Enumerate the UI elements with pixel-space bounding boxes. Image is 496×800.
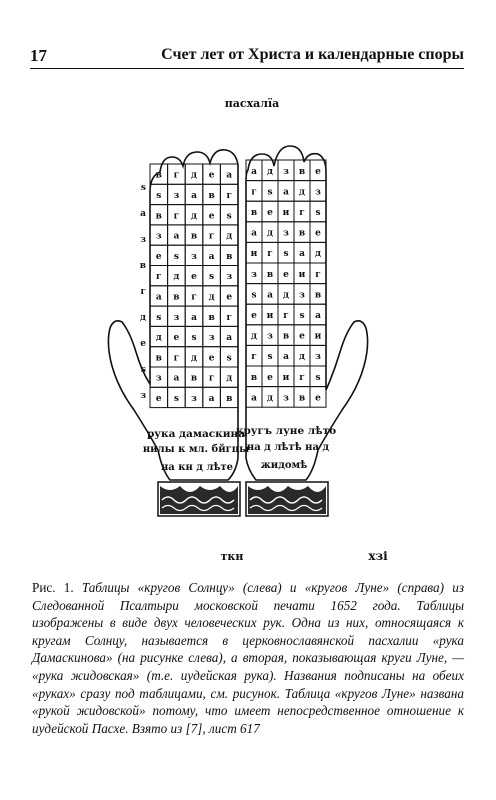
left-grid-cell-letter: з bbox=[155, 231, 162, 242]
right-grid-cell-letter: а bbox=[267, 290, 273, 301]
left-side-letter: д bbox=[140, 313, 146, 323]
left-hand-label-1: рука дамаскина bbox=[146, 428, 246, 440]
running-title: Счет лет от Христа и календарные споры bbox=[161, 46, 464, 63]
figure-top-label: пасхалїа bbox=[224, 97, 280, 110]
right-grid-cell-letter: д bbox=[251, 331, 257, 342]
left-hand-label-2: нилы к мл. бйгцы bbox=[142, 444, 250, 455]
left-grid-cell-letter: а bbox=[191, 190, 197, 201]
left-grid-cell-letter: в bbox=[190, 231, 198, 242]
left-grid-cell-letter: в bbox=[208, 190, 215, 201]
left-grid-cell-letter: а bbox=[208, 251, 215, 262]
right-grid-cell-letter: а bbox=[251, 393, 257, 404]
right-grid-cell-letter: в bbox=[250, 372, 258, 383]
right-grid-cell-letter: г bbox=[315, 269, 321, 280]
right-grid bbox=[246, 160, 326, 407]
left-grid-cell-letter: ѕ bbox=[226, 211, 232, 222]
right-grid-cell-letter: в bbox=[298, 393, 306, 404]
right-grid-cell-letter: а bbox=[315, 311, 321, 321]
right-grid-cell-letter: а bbox=[299, 249, 305, 260]
left-grid bbox=[150, 164, 238, 408]
right-grid-cell-letter: з bbox=[251, 269, 257, 280]
right-grid-cell-letter: в bbox=[282, 331, 290, 342]
right-grid-cell-letter: а bbox=[283, 352, 289, 363]
right-hand-label-2: на д лѣтѣ на д bbox=[246, 442, 330, 453]
right-grid-cell-letter: д bbox=[283, 290, 289, 301]
left-grid-cell-letter: а bbox=[208, 393, 215, 404]
left-grid-cell-letter: г bbox=[226, 312, 232, 323]
left-grid-cell-letter: е bbox=[155, 251, 162, 262]
left-side-letter: е bbox=[140, 339, 146, 349]
left-grid-cell-letter: а bbox=[226, 333, 233, 344]
right-grid-cell-letter: з bbox=[283, 228, 289, 239]
right-grid-cell-letter: е bbox=[315, 228, 321, 239]
left-grid-cell-letter: з bbox=[191, 393, 197, 404]
left-grid-cell-letter: з bbox=[226, 272, 233, 283]
left-grid-cell-letter: е bbox=[208, 353, 215, 364]
right-grid-cell-letter: и bbox=[314, 331, 322, 342]
left-grid-cell-letter: ѕ bbox=[156, 190, 162, 201]
left-grid-cell-letter: ѕ bbox=[173, 251, 179, 262]
left-grid-cell-letter: в bbox=[155, 170, 162, 181]
right-grid-cell-letter: ѕ bbox=[315, 208, 321, 218]
left-grid-cell-letter: д bbox=[173, 272, 180, 283]
right-grid-cell-letter: а bbox=[251, 166, 257, 177]
right-grid-cell-letter: е bbox=[299, 331, 305, 342]
right-grid-cell-letter: е bbox=[315, 393, 321, 404]
right-grid-cell-letter: и bbox=[298, 269, 306, 280]
left-grid-cell-letter: а bbox=[191, 312, 197, 323]
left-grid-cell-letter: в bbox=[155, 353, 162, 364]
left-grid-cell-letter: з bbox=[155, 373, 162, 384]
left-grid-cell-letter: ѕ bbox=[173, 393, 179, 404]
left-side-letter: з bbox=[140, 391, 146, 401]
left-side-letter: г bbox=[140, 287, 146, 297]
left-side-letter: ѕ bbox=[140, 365, 146, 375]
right-hand-label-3: жидомѣ bbox=[260, 460, 308, 471]
left-grid-cell-letter: з bbox=[191, 251, 197, 262]
right-grid-cell-letter: ѕ bbox=[251, 290, 257, 301]
right-grid-cell-letter: и bbox=[250, 249, 258, 260]
right-grid-cell-letter: ѕ bbox=[267, 352, 273, 363]
left-grid-cell-letter: а bbox=[226, 170, 233, 181]
left-grid-cell-letter: е bbox=[208, 170, 215, 181]
left-grid-cell-letter: в bbox=[226, 251, 233, 262]
left-grid-cell-letter: е bbox=[155, 393, 162, 404]
left-grid-cell-letter: в bbox=[173, 292, 180, 303]
right-grid-cell-letter: в bbox=[266, 269, 274, 280]
left-grid-cell-letter: г bbox=[173, 353, 180, 364]
right-grid-cell-letter: в bbox=[314, 290, 322, 301]
right-grid-cell-letter: г bbox=[251, 352, 257, 363]
left-grid-cell-letter: в bbox=[190, 373, 198, 384]
right-grid-cell-letter: ѕ bbox=[315, 372, 321, 383]
left-grid-cell-letter: е bbox=[191, 272, 197, 283]
left-grid-cell-letter: г bbox=[208, 231, 215, 242]
left-side-letter: а bbox=[140, 209, 146, 219]
right-grid-cell-letter: е bbox=[267, 208, 273, 218]
left-grid-cell-letter: д bbox=[191, 353, 197, 364]
right-grid-cell-letter: д bbox=[267, 166, 273, 177]
right-grid-cell-letter: д bbox=[315, 249, 321, 260]
right-grid-cell-letter: е bbox=[267, 372, 273, 383]
right-grid-cell-letter: а bbox=[251, 228, 257, 239]
left-grid-cell-letter: г bbox=[226, 190, 232, 201]
right-grid-cell-letter: ѕ bbox=[299, 311, 305, 321]
right-grid-cell-letter: з bbox=[315, 352, 321, 363]
right-grid-cell-letter: и bbox=[266, 311, 274, 321]
left-grid-cell-letter: д bbox=[191, 170, 197, 181]
left-grid-cell-letter: д bbox=[155, 333, 162, 344]
bottom-left-label: ткн bbox=[220, 550, 244, 563]
left-side-letter: в bbox=[139, 261, 146, 271]
left-side-letter: з bbox=[140, 235, 146, 245]
left-grid-cell-letter: ѕ bbox=[191, 333, 197, 344]
left-grid-cell-letter: з bbox=[208, 333, 215, 344]
right-grid-cell-letter: г bbox=[299, 208, 305, 218]
left-grid-cell-letter: г bbox=[191, 292, 197, 303]
right-grid-cell-letter: е bbox=[251, 311, 257, 321]
left-hand-label-3: на кн д лѣте bbox=[160, 462, 234, 473]
right-grid-cell-letter: г bbox=[283, 311, 289, 321]
left-grid-cell-letter: в bbox=[208, 312, 215, 323]
left-grid-cell-letter: д bbox=[191, 211, 197, 222]
left-side-letters bbox=[140, 183, 147, 401]
right-grid-cell-letter: д bbox=[267, 228, 273, 239]
right-grid-cell-letter: ѕ bbox=[283, 249, 289, 260]
right-grid-cell-letter: з bbox=[267, 331, 273, 342]
left-grid-cell-letter: ѕ bbox=[226, 353, 232, 364]
right-grid-cell-letter: г bbox=[251, 187, 257, 198]
left-grid-cell-letter: д bbox=[208, 292, 215, 303]
left-grid-cell-letter: д bbox=[226, 231, 233, 242]
right-grid-cell-letter: е bbox=[283, 269, 289, 280]
right-grid-cell-letter: з bbox=[283, 166, 289, 177]
right-grid-cell-letter: г bbox=[299, 372, 305, 383]
right-hand-label-1: кругъ луне лѣто bbox=[235, 425, 337, 437]
figure-caption bbox=[32, 579, 464, 737]
left-grid-cell-letter: ѕ bbox=[209, 272, 215, 283]
right-grid-cell-letter: и bbox=[282, 208, 290, 218]
page-number: 17 bbox=[30, 46, 47, 65]
right-grid-cell-letter: в bbox=[298, 166, 306, 177]
left-grid-cell-letter: г bbox=[208, 373, 215, 384]
right-grid-cell-letter: д bbox=[299, 187, 305, 198]
right-cuff-ornament bbox=[246, 482, 328, 516]
left-hand bbox=[108, 150, 249, 516]
left-grid-cell-letter: з bbox=[173, 312, 180, 323]
left-grid-cell-letter: в bbox=[155, 211, 162, 222]
left-grid-cell-letter: г bbox=[173, 170, 180, 181]
right-hand bbox=[236, 146, 368, 516]
left-grid-cell-letter: г bbox=[173, 211, 180, 222]
left-grid-cell-letter: д bbox=[226, 373, 233, 384]
left-grid-cell-letter: е bbox=[173, 333, 180, 344]
right-grid-cell-letter: а bbox=[283, 187, 289, 198]
right-grid-cell-letter: д bbox=[267, 393, 273, 404]
left-grid-cell-letter: в bbox=[226, 393, 233, 404]
left-grid-cell-letter: е bbox=[208, 211, 215, 222]
left-grid-cell-letter: г bbox=[156, 272, 162, 283]
right-grid-cell-letter: в bbox=[250, 208, 258, 218]
right-grid-cell-letter: е bbox=[315, 166, 321, 177]
right-grid-cell-letter: ѕ bbox=[267, 187, 273, 198]
caption-lead: Рис. 1. bbox=[32, 580, 74, 595]
right-grid-cell-letter: в bbox=[298, 228, 306, 239]
caption-text: Таблицы «кругов Солнцу» (слева) и «кругов Луне» (справа) из Следованной Псалтыри московской печати 1652 года. Таблицы изображены в виде двух человеческих рук. Одна из них, относящаяся к кругам Солнцу, называется в церковнославянской пасхалии «рука Дамаскинова» (на рисунке слева), а вторая, показывающая круги Луне, — «рука жидовская» (т.е. иудейская рука). Названия подписаны на обеих «руках» сразу под таблицами, см. рисунок. Таблица «кругов Луне» названа «рукой жидовской» потому, что имеет непосредственное отношение к иудейской Пасхе. Взято из [7], лист 617 bbox=[32, 580, 464, 736]
left-grid-cell-letter: а bbox=[155, 292, 162, 303]
left-grid-cell-letter: а bbox=[173, 373, 180, 384]
right-grid-cell-letter: з bbox=[315, 187, 321, 198]
left-grid-cell-letter: а bbox=[173, 231, 180, 242]
bottom-right-label: хзі bbox=[368, 549, 388, 563]
right-grid-cell-letter: и bbox=[282, 372, 290, 383]
right-grid-cell-letter: з bbox=[299, 290, 305, 301]
left-cuff-ornament bbox=[158, 482, 240, 516]
right-grid-cell-letter: г bbox=[267, 249, 273, 260]
right-grid-cell-letter: з bbox=[283, 393, 289, 404]
left-grid-cell-letter: ѕ bbox=[156, 312, 162, 323]
right-grid-cell-letter: д bbox=[299, 352, 305, 363]
left-grid-cell-letter: е bbox=[226, 292, 233, 303]
left-side-letter: ѕ bbox=[140, 183, 146, 193]
left-grid-cell-letter: з bbox=[173, 190, 180, 201]
